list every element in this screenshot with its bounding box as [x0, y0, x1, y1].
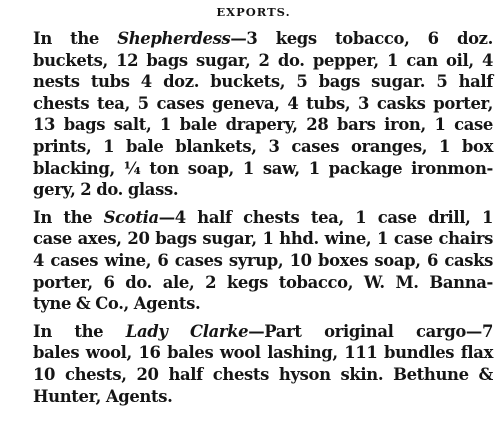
- entry-line: chests tea, 5 cases geneva, 4 tubs, 3 casks porter,: [33, 93, 493, 113]
- entry-lead: In the: [33, 207, 104, 227]
- entry-text: —4 half chests tea, 1 case drill, 1: [158, 207, 493, 227]
- entry-line: 10 chests, 20 half chests hyson skin. Bethune &: [33, 364, 493, 384]
- section-heading: EXPORTS.: [216, 5, 291, 19]
- entry-lead: In the: [33, 29, 118, 48]
- entry-line: 4 cases wine, 6 cases syrup, 10 boxes soap, 6 casks: [33, 250, 493, 270]
- entry-line: nests tubs 4 doz. buckets, 5 bags sugar. 5 half: [33, 72, 493, 92]
- entry-text: —3 kegs tobacco, 6 doz.: [230, 29, 493, 48]
- export-entry-lady-clarke: [14, 321, 493, 407]
- entry-lead: In the: [33, 321, 126, 341]
- export-entry-scotia: [14, 207, 493, 315]
- entry-line: blacking, ¼ ton soap, 1 saw, 1 package ironmon-: [33, 158, 493, 178]
- entry-line: tyne & Co., Agents.: [33, 294, 201, 314]
- ship-name: Shepherdess: [117, 29, 231, 48]
- entry-line: prints, 1 bale blankets, 3 cases oranges, 1 box: [33, 136, 493, 156]
- entry-line: case axes, 20 bags sugar, 1 hhd. wine, 1 case chairs: [33, 229, 493, 249]
- ship-name: Lady Clarke: [125, 321, 249, 341]
- entry-line: gery, 2 do. glass.: [33, 180, 179, 200]
- entry-line: [14, 207, 493, 229]
- entry-line: bales wool, 16 bales wool lashing, 111 bundles flax: [33, 343, 493, 363]
- entry-text: —Part original cargo—7: [248, 321, 493, 341]
- entry-line: [14, 28, 493, 50]
- entry-line: [14, 321, 493, 343]
- entry-line: 13 bags salt, 1 bale drapery, 28 bars iron, 1 case: [33, 115, 493, 135]
- entry-line: buckets, 12 bags sugar, 2 do. pepper, 1 can oil, 4: [33, 50, 493, 70]
- entry-line: porter, 6 do. ale, 2 kegs tobacco, W. M. Banna-: [33, 272, 493, 292]
- entry-line: Hunter, Agents.: [33, 386, 173, 406]
- export-entry-shepherdess: [14, 28, 493, 201]
- ship-name: Scotia: [103, 207, 159, 227]
